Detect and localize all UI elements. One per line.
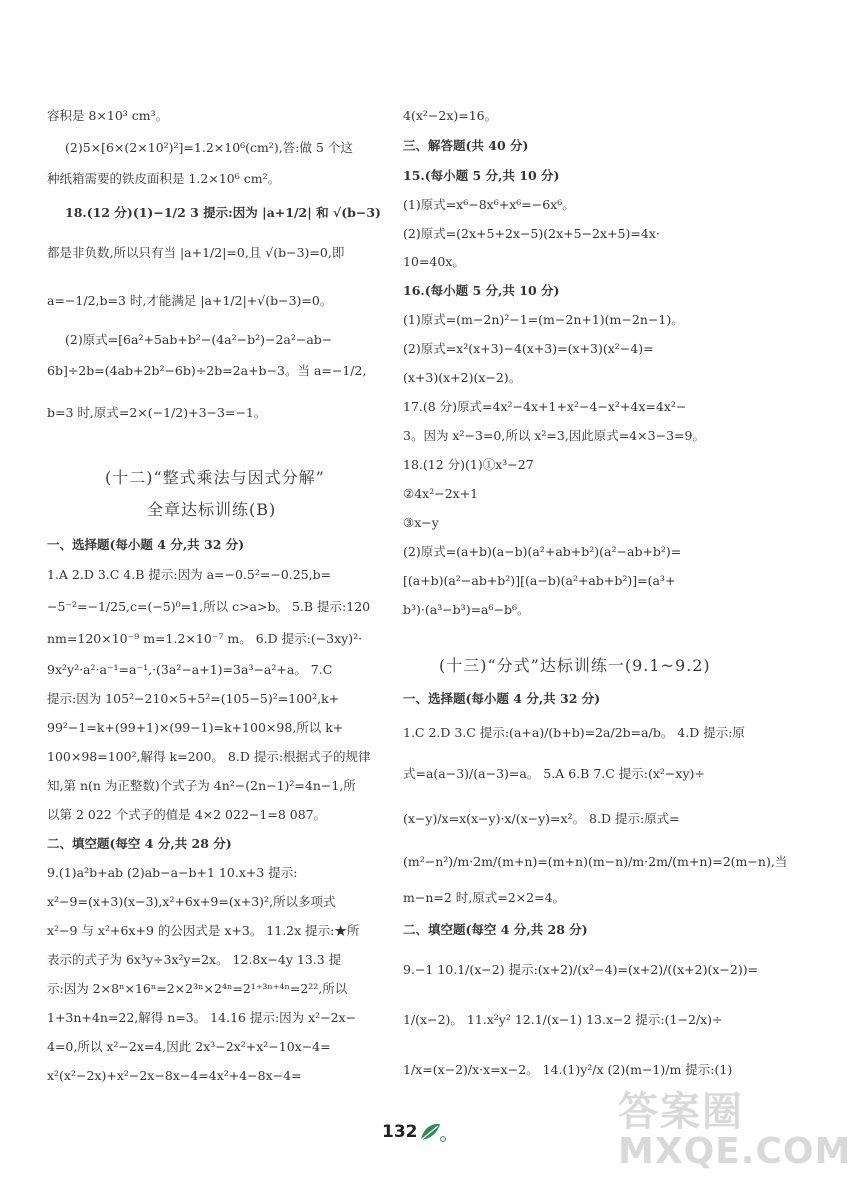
text-line: 15.(每小题 5 分,共 10 分) — [403, 168, 560, 183]
text-line: m−n=2 时,原式=2×2=4。 — [403, 890, 566, 905]
text-line: 1/(x−2)。 11.x²y² 12.1/(x−1) 13.x−2 提示:(1−2/x)÷ — [403, 1012, 723, 1027]
text-line: 种纸箱需要的铁皮面积是 1.2×10⁶ cm²。 — [47, 171, 281, 186]
text-line: 3。因为 x²−3=0,所以 x²=3,因此原式=4×3−3=9。 — [403, 428, 705, 443]
text-line: (2)原式=x²(x+3)−4(x+3)=(x+3)(x²−4)= — [403, 341, 654, 356]
text-line: (2)5×[6×(2×10²)²]=1.2×10⁶(cm²),答:做 5 个这 — [65, 140, 353, 155]
text-line: 9.(1)a²b+ab (2)ab−a−b+1 10.x+3 提示: — [47, 865, 298, 880]
page-number: 132 — [382, 1122, 418, 1142]
text-line: b³)·(a³−b³)=a⁶−b⁶。 — [403, 602, 530, 617]
watermark — [618, 1089, 851, 1172]
text-line: a=−1/2,b=3 时,才能满足 |a+1/2|+√(b−3)=0。 — [47, 293, 333, 308]
text-line: 1.C 2.D 3.C 提示:(a+a)/(b+b)=2a/2b=a/b。 4.D 提示:原 — [403, 725, 745, 740]
section-title: 二、填空题(每空 4 分,共 28 分) — [47, 836, 232, 851]
leaf-logo-icon — [418, 1120, 446, 1144]
watermark-line2: MXQE.COM — [618, 1131, 851, 1172]
text-line: x²(x²−2x)+x²−2x−8x−4=4x²+4−8x−4= — [47, 1068, 302, 1083]
text-line: 1/x=(x−2)/x·x=x−2。 14.(1)y²/x (2)(m−1)/m 提示:(1) — [403, 1062, 733, 1077]
text-line: 16.(每小题 5 分,共 10 分) — [403, 283, 560, 298]
text-line: (1)原式=(m−2n)²−1=(m−2n+1)(m−2n−1)。 — [403, 312, 684, 327]
section-title: 一、选择题(每小题 4 分,共 32 分) — [47, 537, 245, 552]
section-subheading: 全章达标训练(B) — [147, 500, 277, 519]
text-line: 式=a(a−3)/(a−3)=a。 5.A 6.B 7.C 提示:(x²−xy)÷ — [403, 766, 705, 781]
text-line: ③x−y — [403, 515, 439, 530]
text-line: 6b]÷2b=(4ab+2b²−6b)÷2b=2a+b−3。当 a=−1/2, — [47, 363, 367, 378]
text-line: 17.(8 分)原式=4x²−4x+1+x²−4−x²+4x=4x²− — [403, 399, 687, 414]
text-line: 18.(12 分)(1)①x³−27 — [403, 457, 534, 472]
text-line: −5⁻²=−1/25,c=(−5)⁰=1,所以 c>a>b。 5.B 提示:120 — [47, 599, 371, 614]
text-line: nm=120×10⁻⁹ m=1.2×10⁻⁷ m。 6.D 提示:(−3xy)²· — [47, 631, 363, 646]
text-line: 4(x²−2x)=16。 — [403, 108, 498, 123]
section-title: 三、解答题(共 40 分) — [403, 138, 529, 153]
text-line: (m²−n²)/m·2m/(m+n)=(m+n)(m−n)/m·2m/(m+n)=2(m−n),当 — [403, 854, 788, 869]
text-line: 示:因为 2×8ⁿ×16ⁿ=2×2³ⁿ×2⁴ⁿ=2¹⁺³ⁿ⁺⁴ⁿ=2²²,所以 — [47, 981, 348, 996]
text-line: (2)原式=[6a²+5ab+b²−(4a²−b²)−2a²−ab− — [65, 332, 333, 347]
text-line: 以第 2 022 个式子的值是 4×2 022−1=8 087。 — [47, 807, 327, 822]
watermark-line1: 答案圈 — [618, 1089, 744, 1135]
text-line: x²−9=(x+3)(x−3),x²+6x+9=(x+3)²,所以多项式 — [47, 894, 336, 909]
text-line: 4=0,所以 x²−2x=4,因此 2x³−2x²+x²−10x−4= — [47, 1039, 331, 1054]
text-line: (1)原式=x⁶−8x⁶+x⁶=−6x⁶。 — [403, 197, 575, 212]
text-line: 1.A 2.D 3.C 4.B 提示:因为 a=−0.5²=−0.25,b= — [47, 567, 332, 582]
section-heading: (十三)“分式”达标训练一(9.1~9.2) — [439, 656, 711, 675]
text-line: 9x²y²·a²·a⁻¹=a⁻¹,·(3a²−a+1)=3a³−a²+a。 7.C — [47, 662, 333, 677]
text-line: 提示:因为 105²−210×5+5²=(105−5)²=100²,k+ — [47, 691, 340, 706]
text-line: 9.−1 10.1/(x−2) 提示:(x+2)/(x²−4)=(x+2)/((x+2)(x−2))= — [403, 962, 759, 977]
text-line: b=3 时,原式=2×(−1/2)+3−3=−1。 — [47, 405, 267, 420]
text-line: 表示的式子为 6x³y÷3x²y=2x。 12.8x−4y 13.3 提 — [47, 952, 342, 967]
text-line: (2)原式=(2x+5+2x−5)(2x+5−2x+5)=4x· — [403, 226, 660, 241]
text-line: x²−9 与 x²+6x+9 的公因式是 x+3。 11.2x 提示:★所 — [47, 923, 360, 938]
section-title: 一、选择题(每小题 4 分,共 32 分) — [403, 691, 601, 706]
text-line: 99²−1=k+(99+1)×(99−1)=k+100×98,所以 k+ — [47, 720, 344, 735]
section-title: 二、填空题(每空 4 分,共 28 分) — [403, 922, 588, 937]
text-line: 18.(12 分)(1)−1/2 3 提示:因为 |a+1/2| 和 √(b−3) — [65, 205, 381, 220]
section-heading: (十二)“整式乘法与因式分解” — [105, 468, 325, 487]
text-line: 100×98=100²,解得 k=200。 8.D 提示:根据式子的规律 — [47, 749, 371, 764]
text-line: 1+3n+4n=22,解得 n=3。 14.16 提示:因为 x²−2x− — [47, 1010, 357, 1025]
text-line: 知,第 n(n 为正整数)个式子为 4n²−(2n−1)²=4n−1,所 — [47, 778, 356, 793]
text-line: (x−y)/x=x(x−y)·x/(x−y)=x²。 8.D 提示:原式= — [403, 811, 680, 826]
text-line: [(a+b)(a²−ab+b²)][(a−b)(a²+ab+b²)]=(a³+ — [403, 573, 676, 588]
text-line: (2)原式=(a+b)(a−b)(a²+ab+b²)(a²−ab+b²)= — [403, 544, 682, 559]
text-line: ②4x²−2x+1 — [403, 486, 479, 501]
text-line: 10=40x。 — [403, 254, 465, 269]
text-line: 容积是 8×10³ cm³。 — [47, 108, 169, 123]
text-line: (x+3)(x+2)(x−2)。 — [403, 370, 522, 385]
text-line: 都是非负数,所以只有当 |a+1/2|=0,且 √(b−3)=0,即 — [47, 245, 345, 260]
